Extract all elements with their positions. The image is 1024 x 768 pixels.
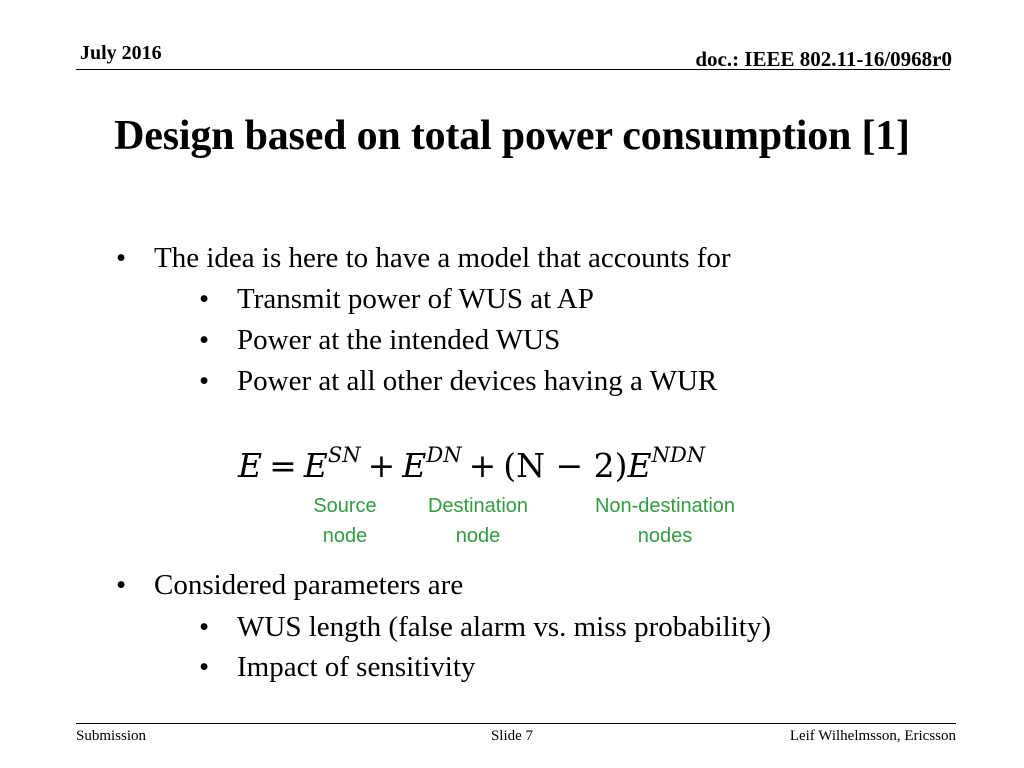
eq-term-nondestination: E <box>627 446 652 485</box>
caption-source-node <box>300 491 390 551</box>
caption-line: Non-destination <box>594 495 736 517</box>
eq-plus: + <box>468 446 497 485</box>
caption-non-destination-nodes <box>578 491 752 551</box>
header-date: July 2016 <box>80 42 162 64</box>
bullet-text: Transmit power of WUS at AP <box>237 283 594 315</box>
footer-divider <box>76 723 956 724</box>
slide-title: Design based on total power consumption [1] <box>114 113 910 159</box>
bullet-dot: • <box>199 283 210 315</box>
bullet-dot: • <box>116 569 127 601</box>
eq-coefficient: (N − 2) <box>503 446 628 485</box>
caption-destination-node <box>412 491 544 551</box>
eq-term-destination: E <box>402 446 427 485</box>
header-doc-id: doc.: IEEE 802.11-16/0968r0 <box>695 47 952 71</box>
caption-line: Source <box>313 495 377 517</box>
footer-submission: Submission <box>76 728 147 744</box>
eq-term-source: E <box>303 446 328 485</box>
eq-sup-dn: DN <box>426 443 462 467</box>
eq-equals: = <box>269 446 297 485</box>
bullet-text: Power at all other devices having a WUR <box>237 365 718 397</box>
bullet-text: WUS length (false alarm vs. miss probability) <box>237 611 771 643</box>
bullet-dot: • <box>199 324 210 356</box>
caption-line: node <box>455 525 501 547</box>
header-divider <box>76 69 950 70</box>
eq-sup-sn: SN <box>327 443 361 467</box>
bullet-dot: • <box>199 651 210 683</box>
bullet-text: Considered parameters are <box>154 569 464 601</box>
bullet-dot: • <box>199 365 210 397</box>
footer-author: Leif Wilhelmsson, Ericsson <box>789 728 956 744</box>
bullet-text: Power at the intended WUS <box>237 324 561 356</box>
caption-line: node <box>322 525 368 547</box>
eq-lhs: E <box>238 446 263 485</box>
bullet-dot: • <box>116 242 127 274</box>
caption-line: Destination <box>427 495 529 517</box>
energy-equation <box>238 443 706 485</box>
caption-line: nodes <box>637 525 693 547</box>
eq-plus: + <box>367 446 396 485</box>
eq-sup-ndn: NDN <box>651 443 706 467</box>
bullet-dot: • <box>199 611 210 643</box>
bullet-text: The idea is here to have a model that accounts for <box>154 242 731 274</box>
footer-slide-number: Slide 7 <box>490 728 534 744</box>
bullet-text: Impact of sensitivity <box>237 651 476 683</box>
